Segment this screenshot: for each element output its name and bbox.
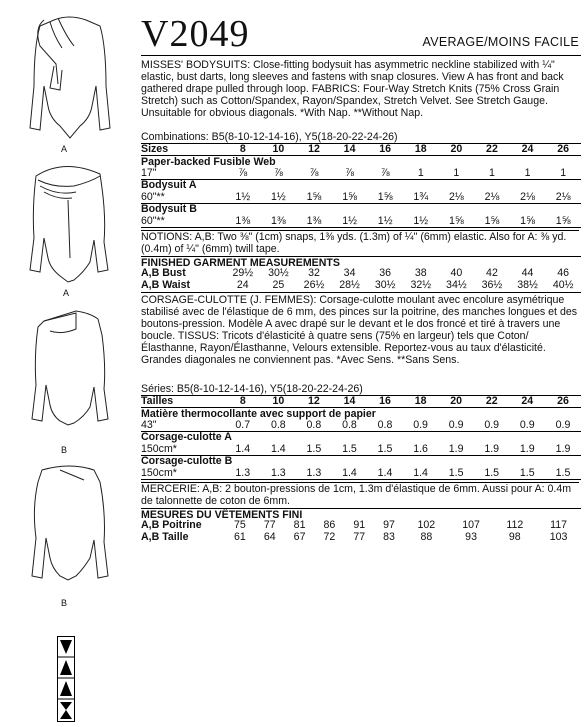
pattern-number: V2049 [141,13,250,55]
size-cell: 26 [545,396,581,408]
value-cell: 1 [474,168,510,180]
value-cell: 1.3 [261,467,297,479]
bodysuit-b-front-drawing [14,305,124,437]
value-cell: 36 [379,267,392,280]
table-row [141,268,581,279]
french-measurements-table [141,520,581,543]
value-cell: 72 [323,530,336,543]
value-cell: 103 [549,530,568,543]
value-cell: 1⅜ [261,215,297,227]
size-header-row [141,396,581,408]
skill-level: AVERAGE/MOINS FACILE [422,35,579,49]
value-cell: 1.9 [510,444,546,456]
size-cell: 14 [332,144,368,156]
english-yardage-table [141,143,581,228]
value-cell: 1½ [225,192,261,204]
value-cell: 1 [403,168,439,180]
value-cell: 91 [353,519,366,532]
french-notions: MERCERIE: A,B: 2 bouton-pressions de 1cm, 1.3m d'élastique de 6mm. Aussi pour A: 0.4m de talonnette de coton de 6mm. [141,482,579,507]
value-cell: 1⅝ [439,215,475,227]
value-cell: 0.8 [261,420,297,432]
size-cell: 24 [510,144,546,156]
figure-view-b-back [14,458,124,608]
measure-label: A,B Taille [141,530,189,543]
value-cell: 29½ [232,267,254,280]
table-row [141,203,581,215]
value-cell: 24 [236,278,249,291]
value-cell: ⅞ [261,168,297,180]
value-cell: 42 [486,267,498,280]
illustrations-column [0,0,133,727]
french-description: CORSAGE-CULOTTE (J. FEMMES): Corsage-culotte moulant avec encolure asymétrique stabilisé avec de l'élastique de 6 mm, des pinces sur la poitrine, des manches longues et des boutons-pression. Modèle A avec drapé sur le devant et le dos froncé et tiré à travers une boucle. TISSUS: Tricots d'élasticité à quatre sens (75% en largeur) tels que Coton/Élasthanne, Rayon/Élasthanne, Velours extensible. Reportez-vous au taux d'élasticité. Grandes diagonales ne conviennent pas. *Avec Sens. **Sans Sens. [141,294,578,366]
value-cell: 26½ [303,278,325,291]
value-cell: 1.3 [296,467,332,479]
value-cell: ⅞ [296,168,332,180]
table-row [141,279,581,290]
value-cell: ⅞ [367,168,403,180]
value-cell: 1⅜ [296,215,332,227]
english-description: MISSES' BODYSUITS: Close-fitting bodysuit has asymmetric neckline stabilized with ¼" elastic, bust darts, long sleeves and fastens with snap closures. View A has front and back gathered drape pulled through loop. FABRICS: Four-Way Stretch Knits (75% Cross Grain Stretch) such as Cotton/Spandex, Rayon/Spandex, Stretch Velvet. See Stretch Gauge. Unsuitable for obvious diagonals. *With Nap. **Without Nap. [141,59,564,119]
value-cell: 1.4 [403,467,439,479]
row-heading: Matière thermocollante avec support de papier [141,408,581,420]
size-cell: 10 [261,144,297,156]
value-cell: 46 [557,267,570,280]
value-cell: 1⅜ [225,215,261,227]
size-cell: 10 [261,396,297,408]
table-row [141,215,581,227]
bodysuit-a-front-drawing [14,158,124,288]
value-cell: 0.9 [474,420,510,432]
row-heading: Corsage-culotte B [141,455,581,467]
value-cell: 93 [465,530,477,543]
table-row [141,420,581,432]
bodysuit-a-back-drawing [14,6,124,146]
value-cell: 0.9 [510,420,546,432]
measure-label: A,B Waist [141,278,191,291]
value-cell: 1.5 [332,444,368,456]
size-cell: 14 [332,396,368,408]
size-cell: 16 [367,144,403,156]
value-cell: 1 [510,168,546,180]
table-row [141,408,581,420]
value-cell: 32½ [410,278,432,291]
table-row [141,192,581,204]
value-cell: 67 [293,530,306,543]
value-cell: 1¾ [403,192,439,204]
size-cell: 18 [403,396,439,408]
measure-label: A,B Poitrine [141,519,202,532]
value-cell: 61 [234,530,246,543]
value-cell: 44 [521,267,534,280]
size-cell: 12 [296,396,332,408]
value-cell: 30½ [268,267,289,280]
value-cell: 38 [414,267,427,280]
value-cell: 117 [550,519,568,532]
value-cell: 97 [383,519,395,532]
fabric-width: 60"** [141,215,225,227]
bodysuit-b-back-drawing [14,458,124,590]
english-combinations: Combinations: B5(8-10-12-14-16), Y5(18-20-22-24-26) [141,131,398,143]
value-cell: 30½ [374,278,396,291]
figure-label: A [62,288,69,298]
value-cell: 0.9 [438,420,474,432]
value-cell: 1½ [332,215,368,227]
value-cell: 1.9 [438,444,474,456]
size-cell: 24 [510,396,546,408]
english-notions: NOTIONS: A,B: Two ⅜" (1cm) snaps, 1⅜ yds. (1.3m) of ¼" (6mm) elastic. Also for A: ⅜ yd. (0.4m) of ¼" (6mm) twill tape. [141,230,579,255]
value-cell: 1⅝ [296,192,332,204]
value-cell: 36½ [481,278,503,291]
value-cell: 64 [263,530,276,543]
value-cell: 0.9 [403,420,439,432]
size-cell: 8 [225,396,261,408]
figure-label: B [60,598,67,608]
value-cell: 25 [272,278,285,291]
size-cell: 12 [296,144,332,156]
value-cell: 0.8 [296,420,332,432]
value-cell: 1.5 [474,467,510,479]
size-cell: 26 [545,144,581,156]
value-cell: 40½ [552,278,574,291]
value-cell: 1.4 [332,467,368,479]
value-cell: 102 [417,519,436,532]
value-cell: 98 [508,530,521,543]
table-row [141,455,581,467]
section-divider [141,292,581,293]
table-row [141,467,581,479]
value-cell: 1⅝ [545,215,581,227]
value-cell: 83 [383,530,395,543]
row-heading: Corsage-culotte A [141,432,581,444]
value-cell: 1⅝ [367,192,403,204]
value-cell: 32 [308,267,320,280]
english-measurements-title: FINISHED GARMENT MEASUREMENTS [141,256,581,269]
value-cell: 1.4 [225,444,261,456]
figure-view-a-back [14,6,124,156]
fabric-width: 150cm* [141,444,225,456]
pattern-symbols-icon [57,636,75,722]
value-cell: 1.5 [510,467,546,479]
value-cell: 1.9 [474,444,510,456]
value-cell: 2⅛ [474,192,510,204]
size-cell: 20 [439,144,475,156]
value-cell: 34 [343,267,356,280]
value-cell: 1½ [261,192,297,204]
value-cell: 40 [450,267,463,280]
fabric-width: 60"** [141,192,225,204]
value-cell: 0.7 [225,420,261,432]
value-cell: 34½ [446,278,467,291]
value-cell: 0.8 [367,420,403,432]
size-cell: 8 [225,144,261,156]
row-heading: Bodysuit B [141,203,581,215]
value-cell: 107 [462,519,480,532]
value-cell: 1.5 [296,444,332,456]
row-heading: Bodysuit A [141,180,581,192]
value-cell: ⅞ [225,168,261,180]
french-measurements-title: MESURES DU VÊTEMENTS FINI [141,508,581,521]
value-cell: 77 [263,519,276,532]
french-yardage-table [141,395,581,480]
value-cell: 88 [420,530,433,543]
table-row [141,444,581,456]
value-cell: 2⅛ [510,192,546,204]
fabric-width: 43" [141,420,225,432]
figure-view-a-front [14,158,124,303]
figure-view-b-front [14,305,124,455]
value-cell: 112 [506,519,524,532]
size-cell: 20 [438,396,474,408]
value-cell: 1.4 [367,467,403,479]
fabric-width: 17" [141,168,225,180]
figure-label: B [60,445,67,455]
value-cell: 2⅛ [545,192,581,204]
table-row [141,531,581,542]
value-cell: 28½ [339,278,360,291]
sizes-label: Tailles [141,396,225,408]
value-cell: 1.5 [438,467,474,479]
value-cell: 1½ [367,215,403,227]
value-cell: 1 [439,168,475,180]
size-cell: 22 [474,144,510,156]
value-cell: 1½ [403,215,439,227]
table-row [141,156,581,168]
value-cell: 1⅝ [332,192,368,204]
english-measurements-table [141,268,581,291]
value-cell: 2⅛ [439,192,475,204]
value-cell: 81 [293,519,306,532]
value-cell: 1 [545,168,581,180]
value-cell: 0.8 [332,420,368,432]
table-row [141,432,581,444]
size-cell: 18 [403,144,439,156]
value-cell: 1.5 [545,467,581,479]
fabric-width: 150cm* [141,467,225,479]
sizes-label: Sizes [141,144,225,156]
value-cell: 1.4 [261,444,297,456]
value-cell: 86 [323,519,336,532]
value-cell: 1.9 [545,444,581,456]
value-cell: 1⅝ [510,215,546,227]
value-cell: 1⅝ [474,215,510,227]
value-cell: 75 [234,519,246,532]
title-divider [141,55,581,56]
size-cell: 16 [367,396,403,408]
size-header-row [141,144,581,156]
value-cell: 1.6 [403,444,439,456]
size-cell: 22 [474,396,510,408]
table-row [141,168,581,180]
row-heading: Paper-backed Fusible Web [141,156,581,168]
table-row [141,180,581,192]
measure-label: A,B Bust [141,267,186,280]
figure-label: A [60,144,67,154]
value-cell: 1.3 [225,467,261,479]
value-cell: 1.5 [367,444,403,456]
value-cell: 77 [353,530,366,543]
french-combinations: Séries: B5(8-10-12-14-16), Y5(18-20-22-24-26) [141,383,363,395]
value-cell: 0.9 [545,420,581,432]
table-row [141,520,581,531]
value-cell: ⅞ [332,168,368,180]
value-cell: 38½ [517,278,538,291]
